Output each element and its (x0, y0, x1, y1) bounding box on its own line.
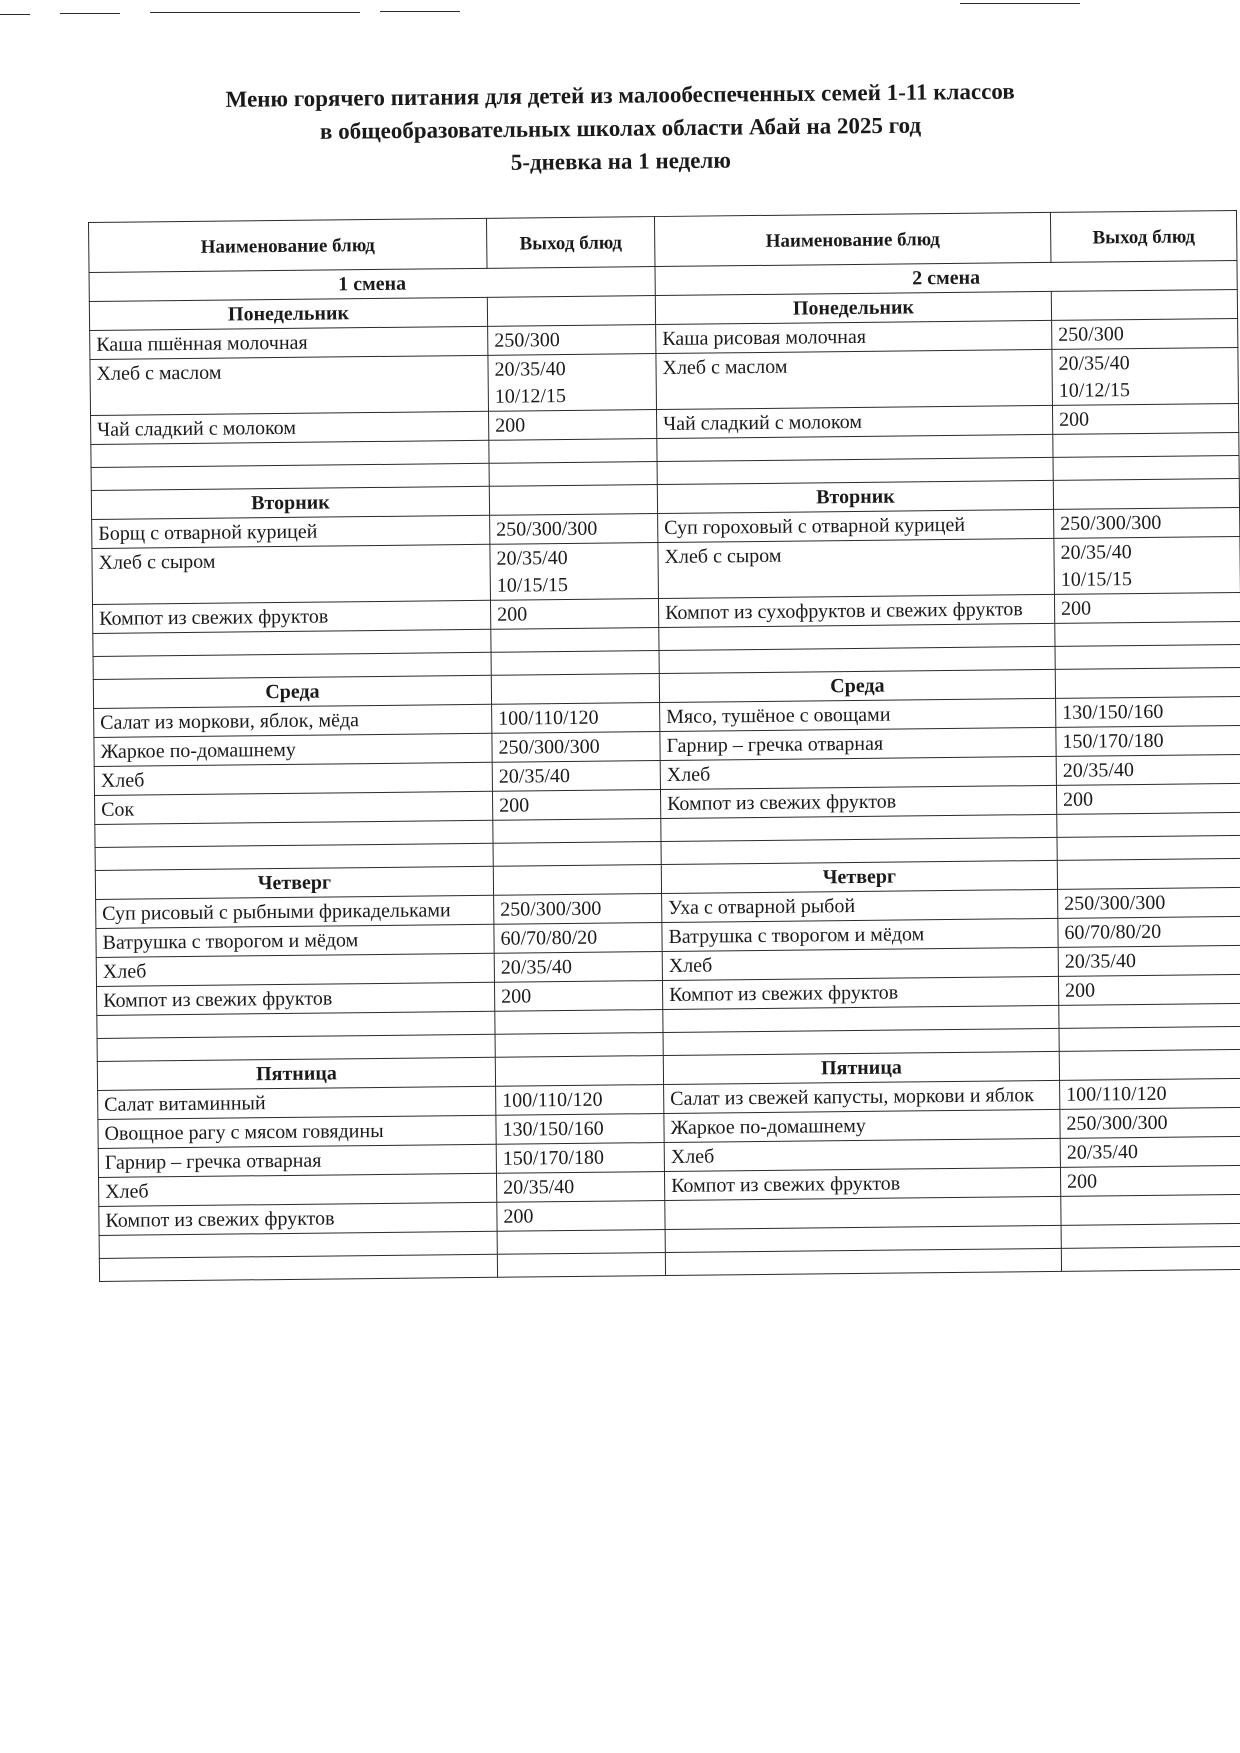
dish-cell-shift1-text: Ватрушка с творогом и мёдом (102, 929, 359, 954)
empty-cell (497, 1230, 665, 1255)
yield-cell-shift2-text: 200 (1064, 979, 1096, 1002)
day-label-shift1: Среда (93, 675, 491, 708)
header-dish-shift1: Наименование блюд (89, 218, 488, 272)
dish-cell-shift2-text: Суп гороховый с отварной курицей (664, 513, 966, 539)
yield-cell-shift2 (1058, 945, 1240, 976)
yield-cell-shift1 (494, 952, 662, 983)
yield-cell-shift2-text: 250/300/300 (1060, 511, 1162, 535)
yield-cell-shift2 (1052, 403, 1238, 434)
day-label-shift1: Вторник (91, 486, 489, 519)
dish-cell-shift1 (99, 1202, 497, 1235)
day-empty-cell (1059, 1049, 1240, 1080)
dish-cell-shift1-text: Хлеб (105, 1180, 149, 1203)
yield-cell-shift1 (494, 894, 662, 925)
header-yield-shift2: Выход блюд (1050, 210, 1237, 262)
empty-cell (1059, 1026, 1240, 1051)
dish-cell-shift1 (95, 791, 493, 824)
yield-cell-shift1 (497, 1201, 665, 1232)
dish-cell-shift1-text: Гарнир – гречка отварная (104, 1149, 322, 1174)
dish-cell-shift1 (94, 704, 492, 737)
dish-cell-shift2-text: Жаркое по-домашнему (670, 1114, 866, 1139)
yield-cell-shift2 (1054, 507, 1240, 538)
empty-cell (1061, 1223, 1240, 1248)
dish-cell-shift1-text: Суп рисовый с рыбными фрикадельками (102, 899, 451, 925)
yield-cell-shift1-text: 250/300 (494, 329, 560, 352)
dish-cell-shift2-text: Ватрушка с творогом и мёдом (668, 923, 925, 948)
yield-cell-shift2-text (1067, 1196, 1240, 1198)
dish-cell-shift1-text: Сок (101, 798, 135, 821)
dish-cell-shift2 (656, 349, 1053, 409)
yield-cell-shift2-text: 20/35/40 (1064, 950, 1137, 973)
yield-cell-shift1 (494, 981, 662, 1012)
empty-cell (1057, 835, 1240, 860)
yield-cell-shift2 (1061, 1194, 1240, 1225)
dish-cell-shift1 (96, 953, 494, 986)
empty-cell (665, 1248, 1061, 1275)
day-empty-cell (495, 1056, 663, 1087)
yield-cell-shift1 (492, 703, 660, 734)
dish-cell-shift2-text: Каша рисовая молочная (662, 325, 867, 350)
yield-cell-shift1-text: 200 (503, 1205, 534, 1228)
yield-cell-shift1-text: 150/170/180 (502, 1146, 605, 1170)
day-empty-cell (493, 865, 661, 896)
yield-cell-shift1 (492, 790, 660, 821)
yield-cell-shift1-text: 130/150/160 (502, 1117, 604, 1141)
dish-cell-shift2-text: Компот из сухофруктов и свежих фруктов (665, 598, 1023, 624)
dish-cell-shift1 (96, 924, 494, 957)
dish-cell-shift2-text: Хлеб (668, 954, 713, 977)
menu-table (88, 210, 1240, 1282)
yield-cell-shift2 (1060, 1165, 1240, 1196)
yield-cell-shift2 (1054, 592, 1240, 623)
yield-cell-shift1-text: 200 (501, 985, 532, 1008)
yield-cell-shift2-text: 20/35/40 (1066, 1141, 1139, 1164)
dish-cell-shift2 (660, 785, 1056, 818)
day-label-shift1: Четверг (95, 866, 493, 899)
dish-cell-shift1-text: Компот из свежих фруктов (99, 605, 329, 630)
yield-cell-shift2-text: 200 (1060, 597, 1092, 620)
dish-cell-shift2-text: Мясо, тушёное с овощами (666, 703, 891, 728)
empty-cell (1057, 812, 1240, 837)
dish-cell-shift2 (660, 698, 1056, 731)
day-label-shift1: Пятница (97, 1057, 495, 1090)
yield-cell-shift2-text: 20/35/40 10/12/15 (1058, 352, 1131, 402)
dish-cell-shift1 (94, 762, 492, 795)
yield-cell-shift1-text: 20/35/40 10/12/15 (494, 358, 567, 408)
dish-cell-shift1-text: Хлеб с сыром (98, 550, 216, 574)
empty-cell (1061, 1246, 1240, 1271)
dish-cell-shift2-text: Хлеб с сыром (664, 544, 782, 568)
dish-cell-shift2-text: Хлеб (666, 763, 711, 786)
empty-cell (1053, 432, 1239, 457)
yield-cell-shift1 (490, 514, 658, 545)
dish-cell-shift2 (664, 1109, 1060, 1142)
yield-cell-shift1-text: 250/300/300 (500, 897, 602, 921)
dish-cell-shift1-text: Борщ с отварной курицей (98, 520, 318, 545)
dish-cell-shift2 (658, 509, 1054, 542)
day-label-shift2: Четверг (661, 860, 1057, 893)
dish-cell-shift1 (96, 895, 494, 928)
empty-cell (1059, 1003, 1240, 1028)
yield-cell-shift1-text: 20/35/40 (500, 955, 573, 979)
empty-cell (491, 651, 659, 676)
day-empty-cell (1057, 858, 1240, 889)
yield-cell-shift1 (490, 543, 659, 601)
dish-cell-shift2 (664, 1167, 1060, 1200)
dish-cell-shift1 (91, 411, 489, 444)
dish-cell-shift2-text: Гарнир – гречка отварная (666, 732, 884, 757)
yield-cell-shift2-text: 60/70/80/20 (1064, 920, 1162, 944)
yield-cell-shift2 (1056, 783, 1240, 814)
yield-cell-shift2-text: 250/300/300 (1064, 891, 1166, 915)
empty-cell (491, 628, 659, 653)
yield-cell-shift1-text: 250/300/300 (496, 517, 598, 541)
dish-cell-shift1-text: Салат витаминный (104, 1092, 266, 1116)
yield-cell-shift1 (488, 325, 656, 356)
yield-cell-shift2-text: 100/110/120 (1066, 1082, 1167, 1106)
yield-cell-shift1 (492, 761, 660, 792)
empty-cell (489, 439, 657, 464)
dish-cell-shift2 (658, 538, 1055, 598)
dish-cell-shift2 (662, 947, 1058, 980)
dish-cell-shift2-text: Салат из свежей капусты, моркови и яблок (670, 1084, 1035, 1110)
dish-cell-shift2 (664, 1138, 1060, 1171)
day-empty-cell (491, 674, 659, 705)
empty-cell (497, 1253, 665, 1278)
yield-cell-shift2-text: 20/35/40 (1062, 759, 1135, 782)
scan-artifact-line (60, 13, 120, 14)
yield-cell-shift1 (496, 1114, 664, 1145)
dish-cell-shift1-text: Чай сладкий с молоком (97, 416, 297, 441)
dish-cell-shift2 (662, 976, 1058, 1009)
scan-artifact-line (380, 11, 460, 12)
dish-cell-shift1 (90, 355, 489, 415)
day-empty-cell (1055, 667, 1240, 698)
menu-sheet (88, 210, 1240, 1282)
empty-cell (1055, 644, 1240, 669)
dish-cell-shift1-text: Жаркое по-домашнему (100, 738, 296, 763)
yield-cell-shift2-text: 200 (1059, 408, 1090, 431)
dish-cell-shift1 (92, 544, 491, 604)
title-line-2: в общеобразовательных школах области Абай на 2025 год (319, 112, 922, 144)
dish-cell-shift2 (658, 594, 1054, 627)
day-label-shift1: Понедельник (89, 297, 487, 330)
header-dish-shift2: Наименование блюд (654, 212, 1051, 266)
yield-cell-shift1-text: 200 (499, 794, 530, 817)
yield-cell-shift2-text: 130/150/160 (1062, 700, 1164, 724)
scan-artifact-line (0, 14, 30, 15)
dish-cell-shift1 (94, 733, 492, 766)
day-empty-cell (489, 485, 657, 516)
day-label-shift2: Среда (659, 669, 1055, 702)
shift-1-label: 1 смена (89, 267, 655, 302)
dish-cell-shift1-text: Каша пшённая молочная (96, 331, 308, 356)
dish-cell-shift1 (93, 600, 491, 633)
dish-cell-shift2 (660, 756, 1056, 789)
yield-cell-shift2-text: 20/35/40 10/15/15 (1060, 541, 1133, 591)
day-empty-cell (1051, 289, 1237, 320)
yield-cell-shift1-text: 250/300/300 (498, 735, 600, 759)
dish-cell-shift1-text: Овощное рагу с мясом говядины (104, 1119, 384, 1145)
yield-cell-shift2 (1058, 916, 1240, 947)
dish-cell-shift2 (660, 727, 1056, 760)
empty-cell (1055, 621, 1240, 646)
yield-cell-shift1 (496, 1085, 664, 1116)
yield-cell-shift1 (489, 410, 657, 441)
yield-cell-shift1-text: 100/110/120 (502, 1088, 603, 1112)
dish-cell-shift1 (97, 982, 495, 1015)
yield-cell-shift1-text: 200 (495, 414, 526, 437)
empty-cell (495, 1010, 663, 1035)
yield-cell-shift1-text: 100/110/120 (498, 706, 599, 730)
empty-cell (493, 842, 661, 867)
empty-cell (495, 1033, 663, 1058)
dish-cell-shift1-text: Салат из моркови, яблок, мёда (100, 709, 360, 734)
yield-cell-shift2-text: 150/170/180 (1062, 729, 1164, 753)
yield-cell-shift2 (1060, 1078, 1240, 1109)
dish-cell-shift2-text: Компот из свежих фруктов (671, 1172, 901, 1197)
yield-cell-shift1 (490, 599, 658, 630)
dish-cell-shift2 (656, 320, 1052, 353)
header-yield-shift1: Выход блюд (486, 217, 655, 269)
yield-cell-shift1 (496, 1172, 664, 1203)
title-line-1: Меню горячего питания для детей из малообеспеченных семей 1-11 классов (225, 78, 1015, 112)
dish-cell-shift1 (98, 1144, 496, 1177)
day-label-shift2: Вторник (657, 480, 1053, 513)
yield-cell-shift1-text: 200 (497, 603, 528, 626)
yield-cell-shift2-text: 250/300 (1058, 323, 1124, 346)
dish-cell-shift1-text: Компот из свежих фруктов (105, 1207, 335, 1232)
dish-cell-shift2 (656, 405, 1052, 438)
yield-cell-shift2 (1056, 754, 1240, 785)
day-label-shift2: Пятница (663, 1051, 1059, 1084)
yield-cell-shift2 (1060, 1136, 1240, 1167)
dish-cell-shift2-text: Уха с отварной рыбой (668, 895, 856, 919)
dish-cell-shift2-text: Хлеб с маслом (662, 355, 788, 379)
dish-cell-shift1 (99, 1173, 497, 1206)
dish-cell-shift1-text: Хлеб (102, 960, 147, 983)
empty-cell (99, 1254, 497, 1281)
yield-cell-shift1-text: 20/35/40 (503, 1175, 575, 1199)
yield-cell-shift1-text: 20/35/40 10/15/15 (496, 546, 569, 597)
empty-cell (493, 819, 661, 844)
document-title (120, 74, 1121, 183)
dish-cell-shift1 (90, 326, 488, 359)
yield-cell-shift2 (1058, 887, 1240, 918)
dish-cell-shift2-text: Компот из свежих фруктов (667, 790, 897, 815)
scan-artifact-line (960, 3, 1080, 4)
yield-cell-shift2-text: 200 (1062, 788, 1094, 811)
yield-cell-shift2 (1052, 347, 1239, 405)
scan-artifact-line (150, 12, 360, 13)
empty-cell (1053, 455, 1239, 480)
day-empty-cell (487, 296, 655, 327)
yield-cell-shift2 (1058, 974, 1240, 1005)
dish-cell-shift2-text: Компот из свежих фруктов (669, 981, 899, 1006)
yield-cell-shift1-text: 60/70/80/20 (500, 926, 598, 950)
yield-cell-shift2-text: 200 (1066, 1170, 1098, 1193)
yield-cell-shift2 (1052, 318, 1238, 349)
dish-cell-shift1-text: Компот из свежих фруктов (103, 987, 333, 1012)
yield-cell-shift2 (1056, 725, 1240, 756)
dish-cell-shift2 (664, 1080, 1060, 1113)
yield-cell-shift1 (488, 354, 657, 412)
dish-cell-shift2-text: Чай сладкий с молоком (663, 410, 863, 435)
yield-cell-shift1-text: 20/35/40 (498, 764, 571, 788)
day-empty-cell (1053, 478, 1239, 509)
shift-2-label: 2 смена (655, 260, 1237, 295)
yield-cell-shift2 (1056, 696, 1240, 727)
yield-cell-shift1 (496, 1143, 664, 1174)
dish-cell-shift1 (92, 515, 490, 548)
yield-cell-shift2 (1054, 536, 1240, 594)
day-label-shift2: Понедельник (655, 291, 1051, 324)
yield-cell-shift2 (1060, 1107, 1240, 1138)
empty-cell (489, 462, 657, 487)
dish-cell-shift1 (98, 1115, 496, 1148)
dish-cell-shift2 (665, 1196, 1061, 1229)
dish-cell-shift1-text: Хлеб (100, 769, 145, 792)
dish-cell-shift1-text: Хлеб с маслом (96, 361, 222, 385)
dish-cell-shift2-text: Хлеб (670, 1145, 715, 1168)
title-line-3: 5-дневка на 1 неделю (510, 147, 731, 175)
yield-cell-shift2-text: 250/300/300 (1066, 1111, 1168, 1135)
yield-cell-shift1 (494, 923, 662, 954)
dish-cell-shift2 (662, 918, 1058, 951)
dish-cell-shift2 (662, 889, 1058, 922)
dish-cell-shift1 (98, 1086, 496, 1119)
yield-cell-shift1 (492, 732, 660, 763)
